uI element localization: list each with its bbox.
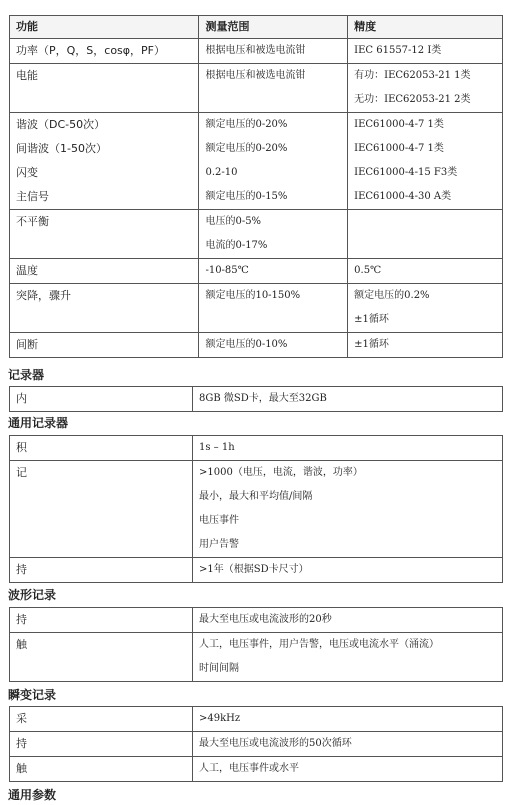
- table-row: [10, 558, 503, 583]
- spec-label-cell: [10, 757, 193, 782]
- range-cell-line: 额定电压的10-150%: [205, 290, 301, 301]
- spec-value-cell-line: >1000（电压，电流，谐波，功率）: [199, 467, 363, 478]
- accuracy-cell: [348, 333, 503, 358]
- range-cell: [199, 113, 348, 210]
- spec-value-cell-line: 人工，电压事件，用户告警，电压或电流水平（涌流）: [199, 639, 439, 650]
- column-header: 功能: [10, 16, 199, 39]
- accuracy-cell-line: [354, 210, 496, 234]
- table-row: [10, 707, 503, 732]
- column-header: 测量范围: [199, 16, 348, 39]
- accuracy-cell-line: 额定电压的0.2%: [354, 290, 430, 301]
- table-row: [10, 436, 503, 461]
- table-row: [10, 210, 503, 259]
- function-cell-line: 闪变: [16, 166, 38, 179]
- function-cell-line: 间谐波（1-50次）: [16, 142, 107, 155]
- accuracy-cell-line: IEC61000-4-30 A类: [354, 191, 452, 202]
- spec-label-cell-line: 积: [16, 441, 27, 454]
- accuracy-cell-line: ±1循环: [354, 339, 389, 350]
- table-row: [10, 633, 503, 682]
- table-row: [10, 113, 503, 210]
- function-cell-line: 主信号: [16, 190, 49, 203]
- function-cell: [10, 284, 199, 333]
- range-cell: [199, 64, 348, 113]
- spec-value-cell-line: 8GB 微SD卡，最大至32GB: [199, 393, 327, 404]
- function-cell: [10, 113, 199, 210]
- accuracy-cell-line: IEC61000-4-15 F3类: [354, 167, 458, 178]
- spec-value-cell-line: 最小，最大和平均值/间隔: [199, 491, 313, 502]
- spec-value-cell-line: >49kHz: [199, 713, 241, 724]
- range-cell: [199, 210, 348, 259]
- spec-label-cell: [10, 461, 193, 558]
- spec-value-cell: [193, 558, 503, 583]
- section-title-general-params: 通用参数: [8, 788, 57, 802]
- spec-label-cell: [10, 707, 193, 732]
- function-cell: [10, 210, 199, 259]
- range-cell-line: 额定电压的0-15%: [205, 191, 288, 202]
- spec-label-cell-line: 触: [16, 762, 27, 775]
- table-row: [10, 461, 503, 558]
- spec-value-cell-line: 用户告警: [199, 539, 239, 550]
- spec-label-cell-line: 持: [16, 613, 27, 626]
- range-cell: [199, 333, 348, 358]
- spec-value-cell-line: 电压事件: [199, 515, 239, 526]
- range-cell-line: 根据电压和被选电流钳: [205, 45, 306, 56]
- table-header-row: [10, 16, 503, 39]
- spec-value-cell: [193, 633, 503, 682]
- spec-label-cell: [10, 558, 193, 583]
- table-row: [10, 732, 503, 757]
- spec-label-cell: [10, 732, 193, 757]
- column-header: 精度: [348, 16, 503, 39]
- table-row: [10, 259, 503, 284]
- spec-value-cell: [193, 732, 503, 757]
- range-cell-line: 额定电压的0-20%: [205, 143, 288, 154]
- range-cell-line: 根据电压和被选电流钳: [205, 70, 306, 81]
- table-row: [10, 387, 503, 412]
- spec-value-cell-line: 最大至电压或电流波形的50次循环: [199, 738, 352, 749]
- function-cell: [10, 333, 199, 358]
- function-cell-line: 突降，骤升: [16, 289, 71, 302]
- accuracy-cell: [348, 64, 503, 113]
- table-row: [10, 757, 503, 782]
- spec-label-cell-line: 采: [16, 712, 27, 725]
- table-row: [10, 333, 503, 358]
- range-cell-line: 0.2-10: [205, 167, 238, 178]
- transient-record-spec-table: [9, 706, 503, 782]
- spec-value-cell: [193, 757, 503, 782]
- accuracy-cell-line: 无功：IEC62053-21 2类: [354, 94, 471, 105]
- function-cell-line: 谐波（DC-50次）: [16, 118, 106, 131]
- spec-label-cell-line: 记: [16, 466, 27, 479]
- accuracy-cell: [348, 284, 503, 333]
- function-cell: [10, 259, 199, 284]
- spec-label-cell: [10, 436, 193, 461]
- spec-label-cell-line: 持: [16, 563, 27, 576]
- section-title-waveform-record: 波形记录: [8, 588, 57, 602]
- spec-value-cell: [193, 608, 503, 633]
- section-title-transient-record: 瞬变记录: [8, 688, 57, 702]
- spec-value-cell-line: 人工，电压事件或水平: [199, 763, 299, 774]
- spec-value-cell-line: 时间间隔: [199, 663, 239, 674]
- function-cell-line: 温度: [16, 264, 38, 277]
- accuracy-cell-line: 0.5℃: [354, 265, 382, 276]
- function-cell: [10, 39, 199, 64]
- spec-label-cell: [10, 387, 193, 412]
- accuracy-cell-line: IEC 61557-12 I类: [354, 45, 442, 56]
- spec-value-cell-line: >1年（根据SD卡尺寸）: [199, 564, 309, 575]
- accuracy-cell: [348, 113, 503, 210]
- spec-value-cell: [193, 387, 503, 412]
- range-cell: [199, 259, 348, 284]
- function-cell-line: 间断: [16, 338, 38, 351]
- accuracy-cell: [348, 210, 503, 259]
- range-cell-line: 额定电压的0-10%: [205, 339, 288, 350]
- waveform-record-spec-table: [9, 607, 503, 682]
- spec-label-cell: [10, 633, 193, 682]
- section-title-recorder: 记录器: [8, 368, 45, 382]
- spec-label-cell: [10, 608, 193, 633]
- table-row: [10, 284, 503, 333]
- accuracy-cell: [348, 39, 503, 64]
- accuracy-cell-line: 有功：IEC62053-21 1类: [354, 70, 471, 81]
- table-row: [10, 39, 503, 64]
- spec-label-cell-line: 持: [16, 737, 27, 750]
- function-cell: [10, 64, 199, 113]
- general-recorder-spec-table: [9, 435, 503, 583]
- spec-value-cell: [193, 436, 503, 461]
- section-title-general-recorder: 通用记录器: [8, 416, 69, 430]
- range-cell-line: 额定电压的0-20%: [205, 119, 288, 130]
- spec-value-cell: [193, 707, 503, 732]
- spec-label-cell-line: 内: [16, 392, 27, 405]
- spec-value-cell-line: 1s – 1h: [199, 442, 235, 453]
- accuracy-cell-line: IEC61000-4-7 1类: [354, 119, 444, 130]
- range-cell-line: 电流的0-17%: [205, 240, 268, 251]
- table-row: [10, 64, 503, 113]
- range-cell-line: 电压的0-5%: [205, 216, 262, 227]
- spec-label-cell-line: 触: [16, 638, 27, 651]
- measurement-spec-table: [9, 15, 503, 358]
- accuracy-cell: [348, 259, 503, 284]
- accuracy-cell-line: ±1循环: [354, 314, 389, 325]
- spec-value-cell: [193, 461, 503, 558]
- function-cell-line: 功率（P，Q，S，cosφ，PF）: [16, 44, 165, 57]
- recorder-spec-table: [9, 386, 503, 412]
- function-cell-line: 电能: [16, 69, 38, 82]
- accuracy-cell-line: IEC61000-4-7 1类: [354, 143, 444, 154]
- range-cell: [199, 284, 348, 333]
- range-cell-line: -10-85℃: [205, 265, 249, 276]
- table-row: [10, 608, 503, 633]
- range-cell: [199, 39, 348, 64]
- function-cell-line: 不平衡: [16, 215, 49, 228]
- spec-value-cell-line: 最大至电压或电流波形的20秒: [199, 614, 332, 625]
